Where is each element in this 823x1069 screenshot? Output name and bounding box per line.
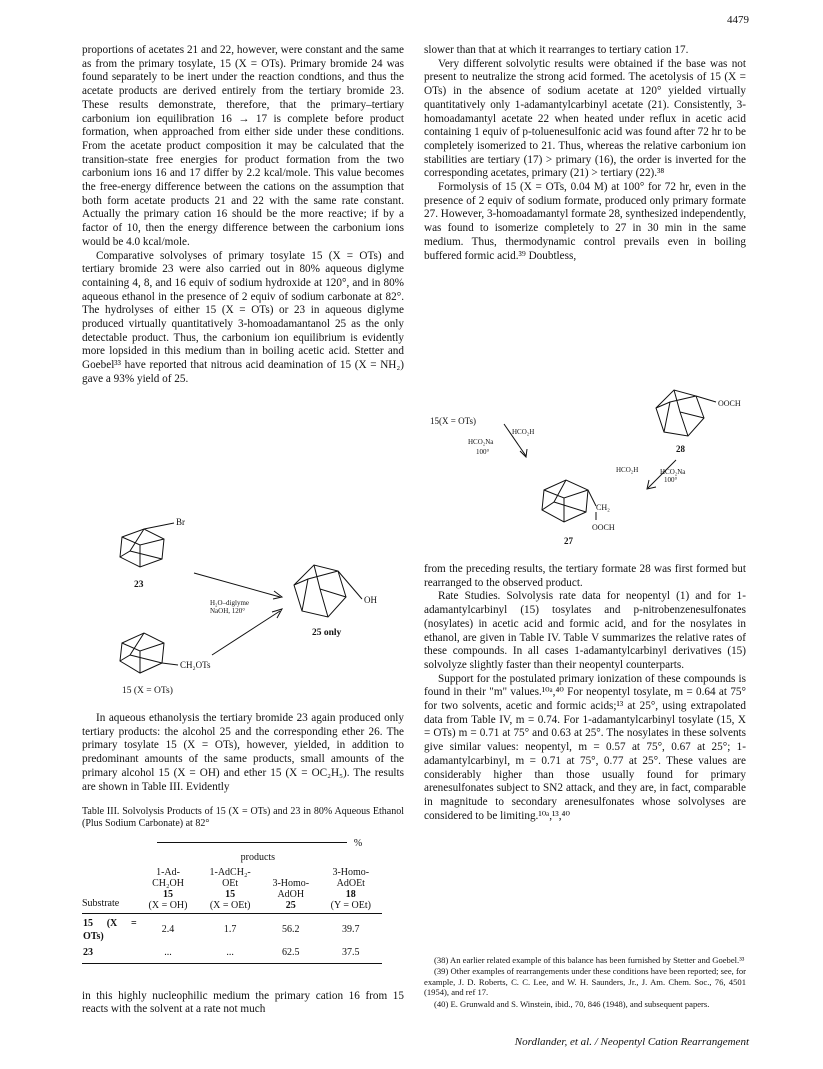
conditions-line-1: H₂O–diglyme: [210, 599, 249, 607]
footnote: (38) An earlier related example of this balance has been furnished by Stetter and Goebel.³³: [434, 955, 745, 965]
ooch-label-top: OOCH: [718, 399, 741, 408]
table-iii: [82, 806, 404, 964]
right-column-top: [424, 44, 746, 263]
compound-15-label: 15(X = OTs): [430, 416, 476, 426]
col-header-1-adch2oh: 1-Ad- CH₂OH 15 (X = OH): [148, 866, 188, 911]
left-column-top: [82, 44, 404, 387]
paragraph: Comparative solvolyses of primary tosylate 15 (X = OTs) and tertiary bromide 23 were also carried out in 80% aqueous diglyme containing 4, 8, and 16 equiv of sodium hydroxide at 120°, and in 80% aqueous ethanol in the presence of 2 equiv of sodium carbonate at 82°. The hydrolyses of either 15 (X = OTs) or 23 in aqueous diglyme produced virtually quantitatively 3-homoadamantanol 25 as the only detectable product. Thus, the carbonium ion equilibrium is evidently more lopsided in this medium than in boiling acetic acid. Stetter and Goebel³³ have reported that nitrous acid deamination of 15 (X = NH₂) gave a 93% yield of 25.: [82, 249, 404, 385]
compound-15-label: 15 (X = OTs): [122, 686, 173, 696]
table-row: 15 (X = OTs) 2.4 1.7 56.2 39.7: [83, 917, 360, 943]
paragraph: Rate Studies. Solvolysis rate data for neopentyl (1) and for 1-adamantylcarbinyl (15) tosylates and p-nitrobenzenesulfonates (nosylates) in acetic acid and formic acid, and for the nosylates in ethanol, are given in Table IV. Table V summarizes the relative rates of these compounds. In all cases 1-adamantylcarbinyl derivatives (15) solvolyze slightly faster than their neopentyl counterparts.: [424, 590, 746, 671]
structure-28: [656, 390, 716, 436]
compound-25-label: 25 only: [312, 628, 342, 638]
conditions-line-2: NaOH, 120°: [210, 607, 246, 615]
hco2h-right: HCO₂H: [616, 466, 639, 474]
reaction-scheme-hydrolysis: [82, 515, 404, 697]
structure-27: [542, 480, 596, 522]
oh-label: OH: [364, 595, 377, 605]
paragraph: Support for the postulated primary ionization of these compounds is found in their "m" values.¹⁰ᵃ,⁴⁰ For neopentyl tosylate, m = 0.64 at 75° for two solvents, acetic and formic acids;¹³ at 25°, using extrapolated data from Table IV, m = 0.74. For 1-adamantylcarbinyl tosylate (15, X = OTs) m = 0.71 at 75° and 0.63 at 25°. The nosylates in these solvents give similar values: neopentyl, m = 0.57 at 75°, 0.67 at 25°; 1-adamantylcarbinyl, m = 0.71 at 75°, 0.77 at 25°. These values are considerably higher than those usually found for primary arenesulfonates subject to SN2 attack, and they are, in fact, comparable in magnitude to secondary arenesulfonates whose solvolyses are considered to be limiting.¹⁰ᵃ,¹³,⁴⁰: [424, 672, 746, 822]
paragraph: from the preceding results, the tertiary formate 28 was first formed but rearranged to the observed product.: [424, 563, 746, 589]
col-header-substrate: Substrate: [82, 897, 120, 909]
reaction-scheme-formolysis: [424, 388, 746, 550]
compound-28-label: 28: [676, 444, 685, 454]
temp-left: 100°: [476, 448, 490, 456]
running-footer: Nordlander, et al. / Neopentyl Cation Rearrangement: [514, 1036, 749, 1048]
table-title: Table III. Solvolysis Products of 15 (X = OTs) and 23 in 80% Aqueous Ethanol (Plus Sodium Carbonate) at 82°: [82, 806, 404, 830]
paragraph: proportions of acetates 21 and 22, however, were constant and the same as from the primary tosylate, 15 (X = OTs). Primary bromide 24 was found separately to be inert under the reaction condtions, and thus the acetate products are derived entirely from the tertiary bromide 23. These results demonstrate, therefore, that the primary–tertiary carbonium ion equilibration 16 → 17 is complete before product formation, when approached from either side under these conditions. From the acetate product composition it may be calculated that the transition-state free energies for product formation from the two carbonium ions 16 and 17 differ by 2.2 kcal/mole. This value becomes the free-energy difference between the cations on the assumption that both form acetate products 21 and 22 with the same rate constant. Actually the primary cation 16 should be the more reactive; if by a factor of 10, then the energy difference between the carbonium ions would be 4.0 kcal/mole.: [82, 44, 404, 248]
paragraph: Formolysis of 15 (X = OTs, 0.04 M) at 100° for 72 hr, even in the presence of 2 equiv of sodium formate, produced only primary formate 27. However, 3-homoadamantyl formate 28, synthesized independently, was found to isomerize completely to 27 in 30 min in the same medium. Thus, thermodynamic control prevails even in boiling buffered formic acid.³⁹ Doubtless,: [424, 181, 746, 262]
col-header-1-adch2oet: 1-AdCH₂- OEt 15 (X = OEt): [209, 866, 251, 911]
footnote: (40) E. Grunwald and S. Winstein, ibid., 70, 846 (1948), and subsequent papers.: [434, 998, 710, 1009]
footnotes: [424, 955, 746, 1010]
ooch-label-bottom: OOCH: [592, 523, 615, 532]
right-column-bottom: [424, 563, 746, 823]
ch2-label: CH₂: [596, 503, 610, 512]
left-column-bottom: [82, 712, 404, 1017]
page-number: 4479: [727, 14, 749, 26]
structure-15: [120, 633, 178, 673]
group-header: % products: [240, 838, 363, 863]
compound-23-label: 23: [134, 580, 144, 590]
hco2h-left: HCO₂H: [512, 428, 535, 436]
products-table: [82, 836, 382, 964]
ch2ots-label: CH₂OTs: [180, 660, 211, 670]
hco2na-right: HCO₂Na: [660, 468, 686, 476]
paragraph: Very different solvolytic results were obtained if the base was not present to neutralize the strong acid formed. The acetolysis of 15 (X = OTs) in the absence of sodium acetate at 120° yielded virtually quantitatively only 1-adamantylcarbinyl acetate (21). Consistently, 3-homoadamantyl acetate 22 when heated under reflux in acetic acid containing 1 equiv of p-toluenesulfonic acid was found after 72 hr to be completely isomerized to 21. Thus, whereas the relative carbonium ion stabilities are tertiary (17) > primary (16), the order is inverted for the corresponding acetates, primary (21) > tertiary (22).³⁸: [424, 57, 746, 180]
temp-right: 100°: [664, 476, 678, 484]
col-header-3-homoadoet: 3-Homo- AdOEt 18 (Y = OEt): [330, 866, 371, 911]
br-label: Br: [176, 517, 185, 527]
col-header-3-homoadoh: 3-Homo- AdOH 25: [272, 877, 310, 911]
structure-25: [294, 565, 362, 617]
compound-27-label: 27: [564, 536, 573, 546]
footnote: (39) Other examples of rearrangements under these conditions have been reported; see, for example, J. D. Roberts, C. C. Lee, and W. H. Saunders, Jr., J. Am. Chem. Soc., 76, 4501 (1954), and ref 17.: [424, 966, 746, 998]
paragraph: in this highly nucleophilic medium the primary cation 16 from 15 reacts with the solvent at a rate not much: [82, 989, 404, 1016]
hco2na-left: HCO₂Na: [468, 438, 494, 446]
structure-23: [120, 523, 174, 567]
paragraph: slower than that at which it rearranges to tertiary cation 17.: [424, 44, 689, 56]
table-row: 23 ... ... 62.5 37.5: [82, 945, 382, 963]
paragraph: In aqueous ethanolysis the tertiary bromide 23 again produced only tertiary products: the alcohol 25 and the corresponding ether 26. The primary tosylate 15 (X = OTs), however, yielded, in addition to predominant amounts of the same products, small amounts of the primary alcohol 15 (X = OH) and ether 15 (X = OC₂H₅). The results are shown in Table III. Evidently: [82, 712, 404, 793]
